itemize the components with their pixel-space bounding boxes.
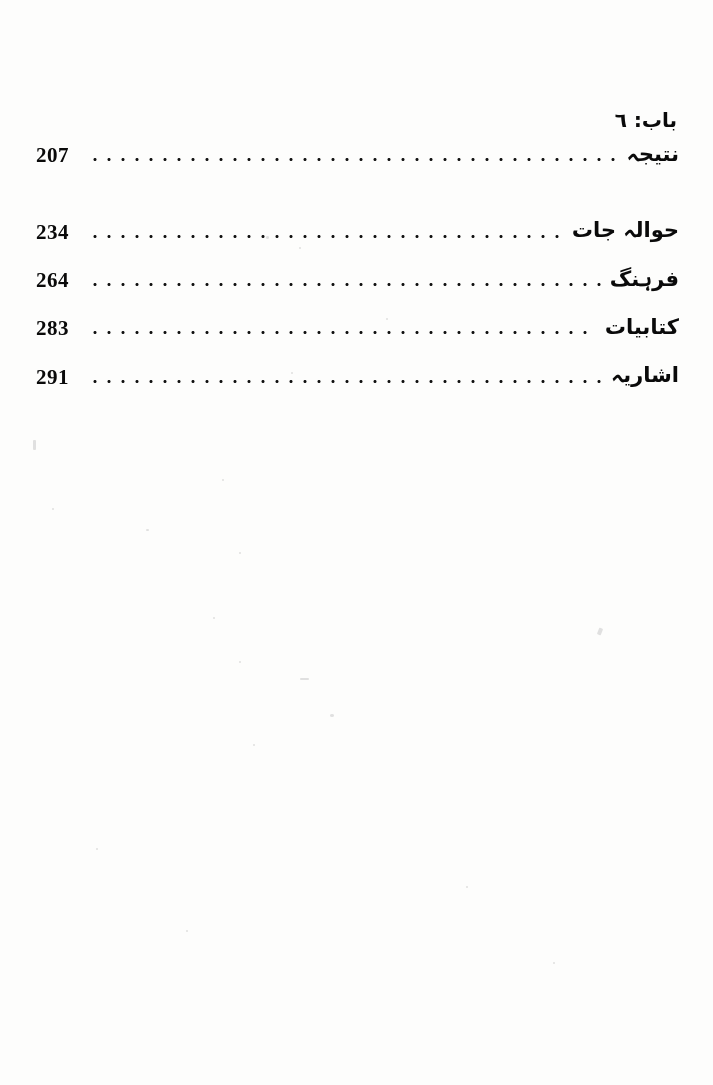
scan-speckle xyxy=(222,479,224,481)
toc-entry-page: 291 xyxy=(36,364,69,389)
scan-speckle xyxy=(239,661,241,663)
toc-entry-page: 264 xyxy=(36,268,69,293)
toc-entry-title: نتیجہ xyxy=(626,142,679,166)
toc-entry-page: 283 xyxy=(36,316,69,341)
toc-leader-dots xyxy=(88,369,603,390)
toc-leader-dots xyxy=(88,272,602,293)
toc-entry[interactable] xyxy=(30,313,685,341)
scan-speckle xyxy=(186,930,188,932)
toc-entry[interactable] xyxy=(30,216,685,244)
chapter-heading: باب: ٦ xyxy=(614,108,677,132)
scan-speckle xyxy=(146,529,149,531)
toc-leader-dots xyxy=(88,224,564,245)
toc-entry-title: حوالہ جات xyxy=(571,218,679,243)
toc-entry-title: کتابیات xyxy=(604,315,679,340)
scan-speckle xyxy=(330,714,334,717)
toc-leader-dots xyxy=(88,320,597,341)
scan-speckle xyxy=(253,744,255,746)
scan-speckle xyxy=(52,508,54,510)
toc-leader-dots xyxy=(88,147,619,168)
scan-speckle xyxy=(300,678,309,680)
scan-speckle xyxy=(239,552,241,554)
scan-speckle xyxy=(466,886,468,888)
toc-entry-page: 234 xyxy=(36,219,69,244)
scan-speckle xyxy=(213,617,215,619)
toc-entry[interactable] xyxy=(30,265,685,293)
table-of-contents xyxy=(0,108,713,396)
toc-entry-page: 207 xyxy=(36,143,69,168)
scan-speckle xyxy=(96,848,98,850)
scan-speckle xyxy=(553,962,555,964)
scan-speckle xyxy=(597,628,603,636)
toc-entry[interactable] xyxy=(30,361,685,389)
toc-entry-title: اشاریہ xyxy=(610,363,679,388)
toc-entry[interactable] xyxy=(30,140,685,168)
scan-speckle xyxy=(33,440,36,450)
toc-entry-title: فرہنگ xyxy=(609,266,679,291)
